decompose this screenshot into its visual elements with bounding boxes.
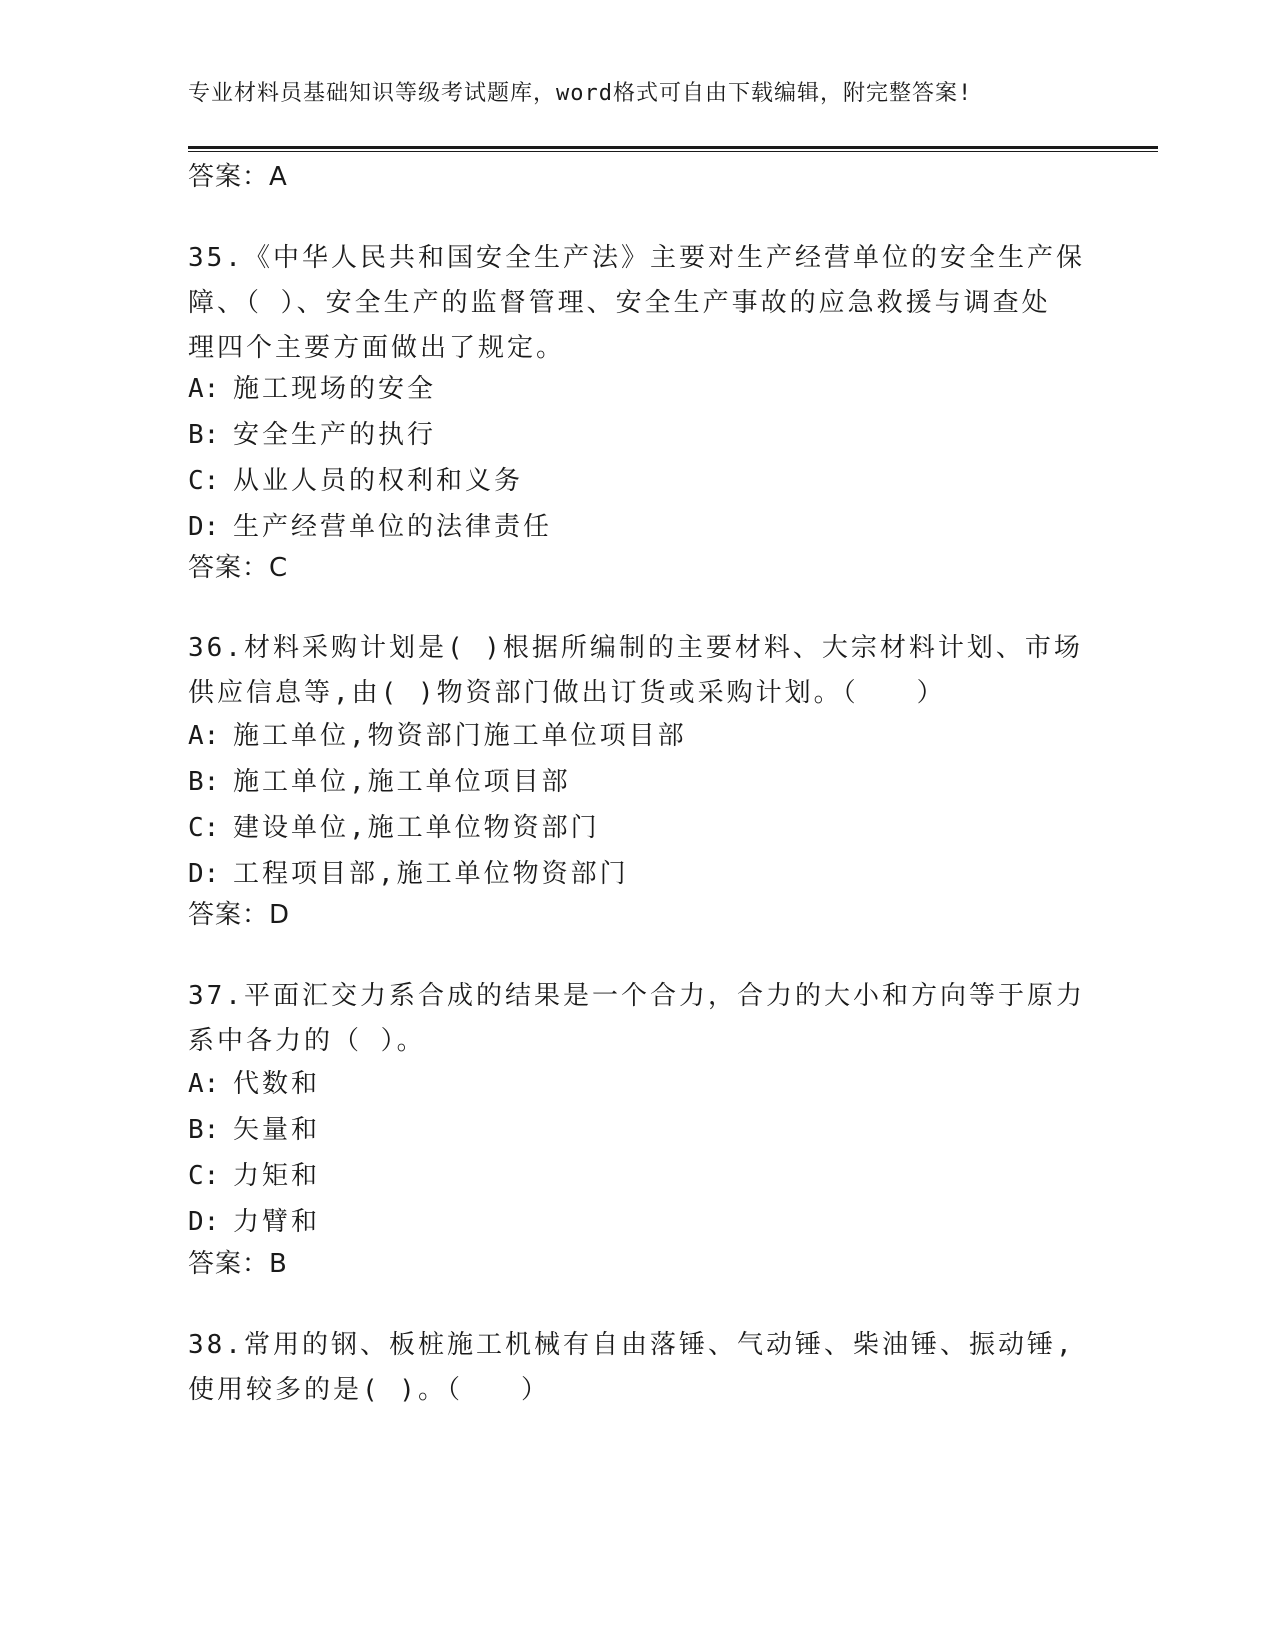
question-line: 系中各力的（ ）。 xyxy=(188,1026,426,1056)
option-text: 力矩和 xyxy=(233,1161,321,1191)
option-text: 从业人员的权利和义务 xyxy=(233,466,524,496)
option-letter: C: xyxy=(188,813,220,843)
option-d xyxy=(188,851,687,897)
option-text: 力臂和 xyxy=(233,1207,321,1237)
option-text: 施工单位,施工单位项目部 xyxy=(233,767,571,797)
option-letter: D: xyxy=(188,512,220,542)
option-c xyxy=(188,458,552,504)
option-text: 安全生产的执行 xyxy=(233,420,437,450)
option-text: 矢量和 xyxy=(233,1115,321,1145)
option-letter: C: xyxy=(188,466,220,496)
question-line: 35.《中华人民共和国安全生产法》主要对生产经营单位的安全生产保 xyxy=(188,243,1085,273)
option-letter: C: xyxy=(188,1161,220,1191)
question-36-stem xyxy=(188,626,1088,716)
question-38-stem xyxy=(188,1323,1088,1413)
header-divider xyxy=(188,146,1158,149)
option-letter: A: xyxy=(188,374,220,404)
option-b xyxy=(188,1107,320,1153)
question-36-options xyxy=(188,713,687,897)
answer-34: 答案：A xyxy=(188,162,288,192)
option-text: 建设单位,施工单位物资部门 xyxy=(233,813,600,843)
question-35-stem xyxy=(188,236,1088,371)
question-line: 使用较多的是( )。（ ） xyxy=(188,1375,550,1405)
header-divider-thin xyxy=(188,151,1158,152)
option-b xyxy=(188,412,552,458)
question-35-options xyxy=(188,366,552,550)
option-letter: D: xyxy=(188,859,220,889)
question-line: 36.材料采购计划是( )根据所编制的主要材料、大宗材料计划、市场 xyxy=(188,633,1083,663)
option-a xyxy=(188,1061,320,1107)
option-letter: D: xyxy=(188,1207,220,1237)
option-c xyxy=(188,805,687,851)
question-line: 供应信息等,由( )物资部门做出订货或采购计划。（ ） xyxy=(188,678,946,708)
question-37-options xyxy=(188,1061,320,1245)
option-text: 工程项目部,施工单位物资部门 xyxy=(233,859,629,889)
question-line: 37.平面汇交力系合成的结果是一个合力，合力的大小和方向等于原力 xyxy=(188,981,1085,1011)
option-b xyxy=(188,759,687,805)
question-37-stem xyxy=(188,974,1088,1064)
question-line: 38.常用的钢、板桩施工机械有自由落锤、气动锤、柴油锤、振动锤, xyxy=(188,1330,1075,1360)
option-letter: B: xyxy=(188,767,220,797)
option-text: 施工现场的安全 xyxy=(233,374,437,404)
option-letter: B: xyxy=(188,420,220,450)
option-letter: A: xyxy=(188,721,220,751)
question-line: 障、（ ）、安全生产的监督管理、安全生产事故的应急救援与调查处 xyxy=(188,288,1051,318)
answer-37: 答案：B xyxy=(188,1249,288,1279)
option-a xyxy=(188,713,687,759)
answer-36: 答案：D xyxy=(188,900,291,930)
option-text: 施工单位,物资部门施工单位项目部 xyxy=(233,721,687,751)
option-text: 代数和 xyxy=(233,1069,321,1099)
option-c xyxy=(188,1153,320,1199)
option-text: 生产经营单位的法律责任 xyxy=(233,512,553,542)
option-a xyxy=(188,366,552,412)
option-d xyxy=(188,1199,320,1245)
page-header: 专业材料员基础知识等级考试题库，word格式可自由下载编辑，附完整答案! xyxy=(188,81,973,106)
option-letter: A: xyxy=(188,1069,220,1099)
option-letter: B: xyxy=(188,1115,220,1145)
option-d xyxy=(188,504,552,550)
question-line: 理四个主要方面做出了规定。 xyxy=(188,333,566,363)
answer-35: 答案：C xyxy=(188,553,289,583)
